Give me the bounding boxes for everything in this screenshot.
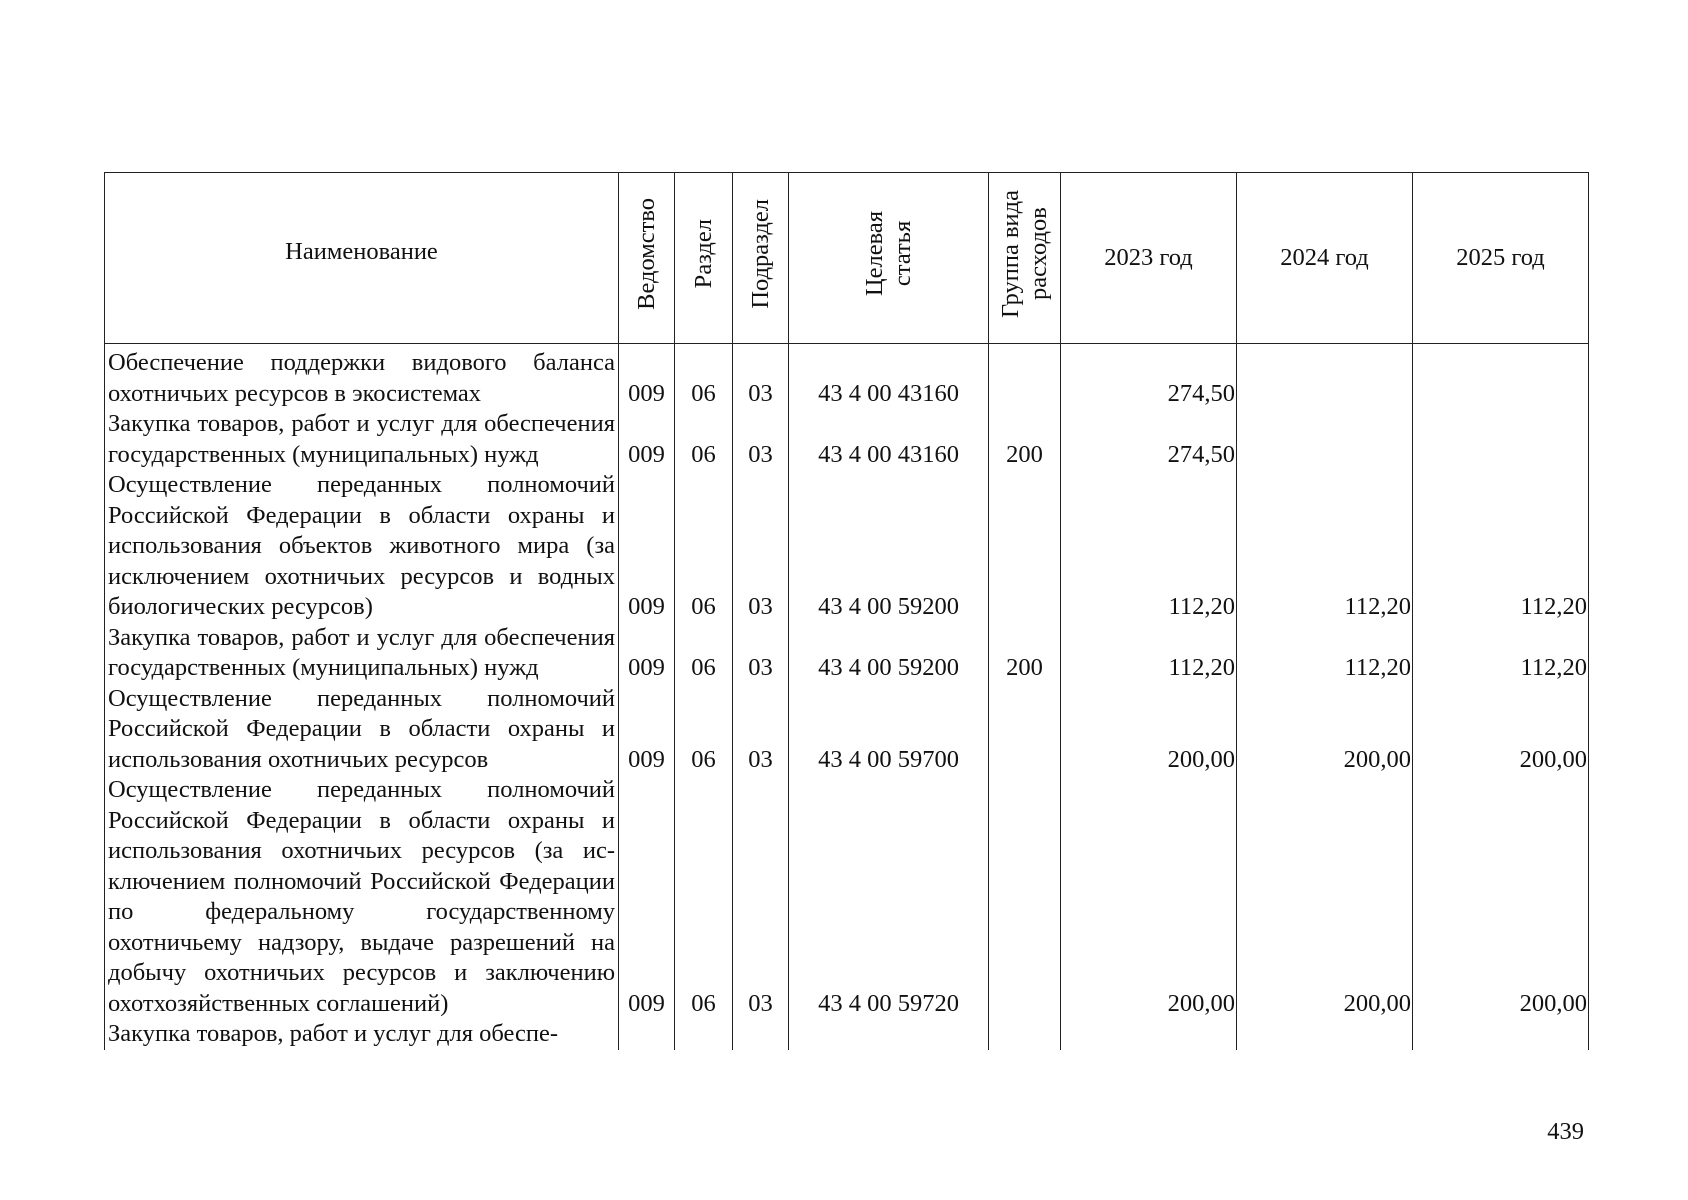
row-value-2024: [1237, 409, 1413, 470]
row-razdel: [675, 1019, 733, 1050]
table-row: [105, 1019, 1589, 1050]
row-value-2023: 274,50: [1061, 344, 1237, 410]
row-podrazdel: 03: [733, 470, 789, 623]
header-name: Наименование: [105, 173, 619, 344]
row-podrazdel: 03: [733, 775, 789, 1019]
row-gruppa-vida: 200: [989, 623, 1061, 684]
header-2023: 2023 год: [1061, 173, 1237, 344]
row-value-2024: 112,20: [1237, 470, 1413, 623]
row-razdel: 06: [675, 775, 733, 1019]
row-name: Закупка товаров, работ и услуг для обеспечения государственных (муниципальных) нужд: [105, 409, 619, 470]
header-podrazdel: Подраздел: [733, 173, 789, 344]
row-celevaya-statya: 43 4 00 59200: [789, 623, 989, 684]
row-value-2025: 112,20: [1413, 623, 1589, 684]
row-value-2025: [1413, 409, 1589, 470]
row-razdel: 06: [675, 623, 733, 684]
table-row: [105, 775, 1589, 1019]
row-gruppa-vida: [989, 684, 1061, 776]
row-value-2025: 112,20: [1413, 470, 1589, 623]
row-value-2024: 200,00: [1237, 684, 1413, 776]
table-row: [105, 344, 1589, 410]
header-gruppa-vida-rashodov: Группа вида расходов: [989, 173, 1061, 344]
row-value-2025: [1413, 1019, 1589, 1050]
row-razdel: 06: [675, 470, 733, 623]
row-name: Закупка товаров, работ и услуг для обеспе-: [105, 1019, 619, 1050]
header-2025: 2025 год: [1413, 173, 1589, 344]
row-value-2024: [1237, 1019, 1413, 1050]
row-name: Закупка товаров, работ и услуг для обеспечения государственных (муниципальных) нужд: [105, 623, 619, 684]
row-value-2025: 200,00: [1413, 684, 1589, 776]
header-2024: 2024 год: [1237, 173, 1413, 344]
row-vedomstvo: 009: [619, 470, 675, 623]
row-podrazdel: [733, 1019, 789, 1050]
row-gruppa-vida: 200: [989, 409, 1061, 470]
row-value-2023: 200,00: [1061, 775, 1237, 1019]
row-vedomstvo: 009: [619, 775, 675, 1019]
row-celevaya-statya: [789, 1019, 989, 1050]
row-celevaya-statya: 43 4 00 59200: [789, 470, 989, 623]
header-celevaya-statya: Целевая статья: [789, 173, 989, 344]
row-razdel: 06: [675, 684, 733, 776]
row-name: Обеспечение поддержки видового баланса охотничьих ресурсов в экосистемах: [105, 344, 619, 410]
row-name: Осуществление переданных полномочий Российской Федерации в области охраны и использования охотничьих ресурсов: [105, 684, 619, 776]
row-gruppa-vida: [989, 1019, 1061, 1050]
table-header-row: [105, 173, 1589, 344]
row-value-2023: 112,20: [1061, 470, 1237, 623]
row-gruppa-vida: [989, 344, 1061, 410]
row-gruppa-vida: [989, 775, 1061, 1019]
table-row: [105, 409, 1589, 470]
row-value-2023: 274,50: [1061, 409, 1237, 470]
budget-table: [104, 172, 1589, 1050]
row-value-2025: 200,00: [1413, 775, 1589, 1019]
row-value-2024: 200,00: [1237, 775, 1413, 1019]
row-vedomstvo: [619, 1019, 675, 1050]
row-celevaya-statya: 43 4 00 59720: [789, 775, 989, 1019]
table-row: [105, 623, 1589, 684]
row-vedomstvo: 009: [619, 623, 675, 684]
row-name: Осуществление переданных полномочий Российской Федерации в области охраны и использования охотничьих ресурсов (за исключением полномочий Российской Федерации по федеральному государственному охотничьему надзору, выдаче разрешений на добычу охотничьих ресурсов и заключению охотхозяйственных соглашений): [105, 775, 619, 1019]
table-row: [105, 470, 1589, 623]
row-podrazdel: 03: [733, 409, 789, 470]
table-row: [105, 684, 1589, 776]
header-vedomstvo: Ведомство: [619, 173, 675, 344]
row-value-2025: [1413, 344, 1589, 410]
row-celevaya-statya: 43 4 00 43160: [789, 344, 989, 410]
row-celevaya-statya: 43 4 00 43160: [789, 409, 989, 470]
row-value-2024: 112,20: [1237, 623, 1413, 684]
row-vedomstvo: 009: [619, 409, 675, 470]
page-number: 439: [1547, 1118, 1584, 1145]
row-value-2023: [1061, 1019, 1237, 1050]
row-name: Осуществление переданных полномочий Российской Федерации в области охраны и использования объектов животного мира (за исключением охотничьих ресурсов и водных биологических ресурсов): [105, 470, 619, 623]
row-value-2023: 200,00: [1061, 684, 1237, 776]
row-celevaya-statya: 43 4 00 59700: [789, 684, 989, 776]
row-value-2024: [1237, 344, 1413, 410]
header-razdel: Раздел: [675, 173, 733, 344]
row-podrazdel: 03: [733, 684, 789, 776]
row-podrazdel: 03: [733, 623, 789, 684]
row-vedomstvo: 009: [619, 344, 675, 410]
row-value-2023: 112,20: [1061, 623, 1237, 684]
row-podrazdel: 03: [733, 344, 789, 410]
row-razdel: 06: [675, 409, 733, 470]
row-razdel: 06: [675, 344, 733, 410]
row-vedomstvo: 009: [619, 684, 675, 776]
row-gruppa-vida: [989, 470, 1061, 623]
